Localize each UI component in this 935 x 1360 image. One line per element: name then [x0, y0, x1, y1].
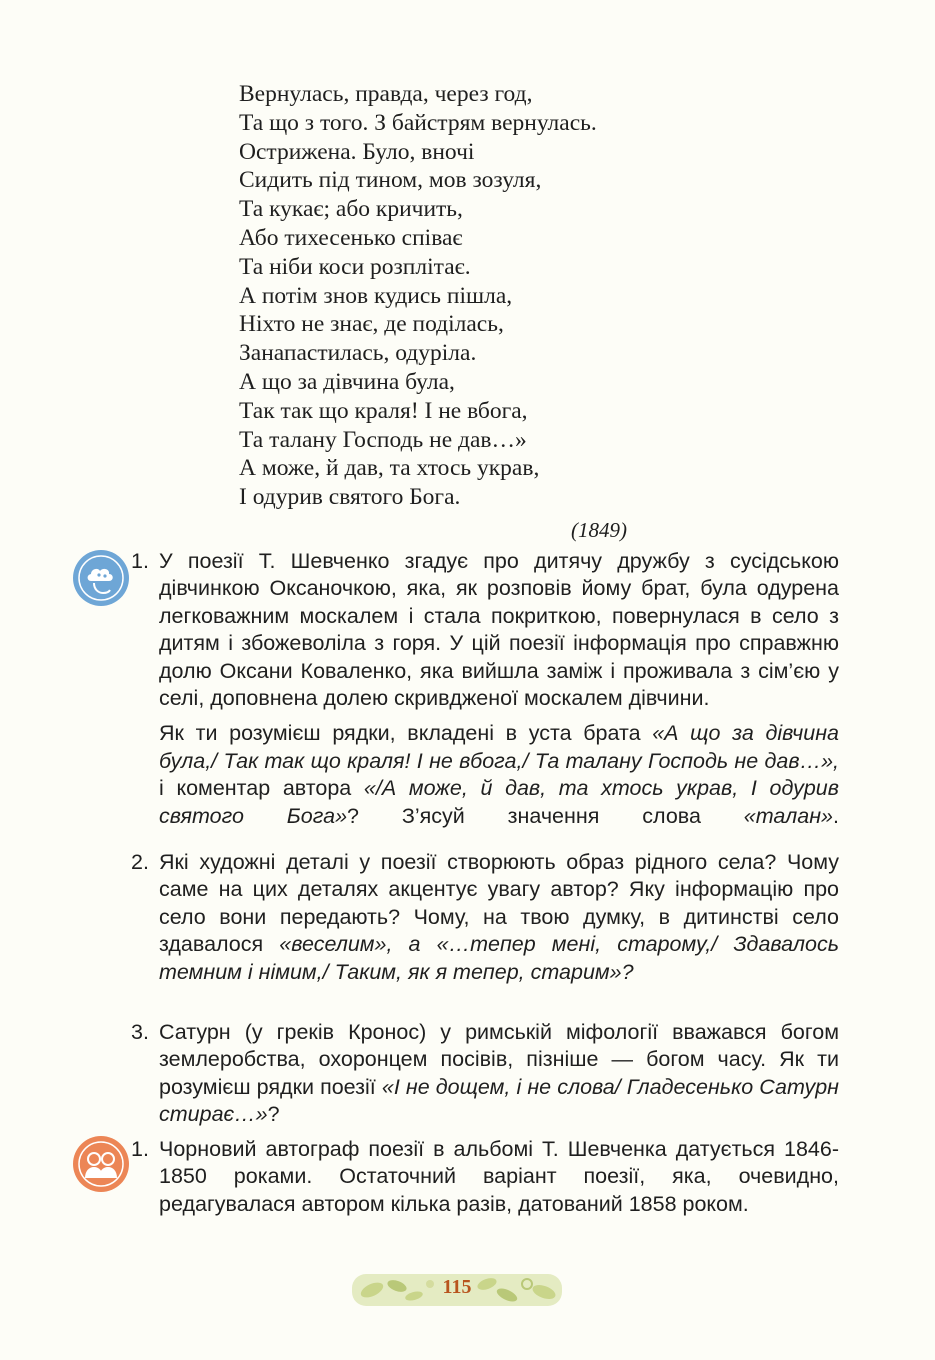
question-text: У поезії Т. Шевченко згадує про дитячу дружбу з сусідською дівчинкою Оксаночкою, яка, як розповів йому брат, була одурена легковажним москалем і стала покриткою, повернулася в село з дитям і збожеволіла з горя. У цій поезії інформація про справжню долю Оксани Коваленко, яка вийшла заміж і проживала з сім’єю у селі, доповнена долею скривдженої москалем дівчини. — [159, 549, 839, 711]
text-span: Які художні деталі у поезії створюють образ рідного села? Чому саме на цих деталях акцентує увагу автор? Яку інформацію про село вони передають? Чому, на твою думку, в дитинстві село здавалося — [159, 850, 839, 957]
poem-line: Ніхто не знає, де поділась, — [239, 311, 504, 338]
text-span: ? З’ясуй значення слова — [347, 803, 744, 828]
quote-span: «І не дощем, і не слова/ Гладесенько Сатурн стирає…» — [159, 1074, 839, 1127]
quote-span: «А що за дівчина була,/ Так так що краля! І не вбога,/ Та талану Господь не дав…», — [159, 721, 840, 773]
poem-line: Занапастилась, одуріла. — [239, 340, 477, 367]
poem-excerpt — [239, 80, 597, 512]
question-text — [159, 849, 839, 986]
poem-line: І одурив святого Бога. — [239, 484, 461, 511]
question-3 — [131, 1019, 839, 1129]
poem-line: А потім знов кудись пішла, — [239, 282, 513, 309]
poem-line: Сидить під тином, мов зозуля, — [239, 167, 542, 194]
question-1 — [131, 548, 840, 830]
poem-line: Острижена. Було, вночі — [239, 138, 475, 165]
question-number: 2. — [131, 850, 149, 874]
poem-line: Та що з того. З байстрям вернулась. — [239, 109, 597, 136]
poem-date: (1849) — [571, 518, 627, 542]
question-text: Чорновий автограф поезії в альбомі Т. Шевченка датується 1846-1850 роками. Остаточний варіант поезії, яка, очевидно, редагувалася автором кілька разів, датований 1858 роком. — [159, 1137, 839, 1216]
two-people-icon — [73, 1136, 129, 1192]
quote-span: «/А може, й дав, та хтось украв, І одурив святого Бога» — [159, 776, 839, 828]
text-span: і коментар автора — [159, 776, 364, 801]
cloud-head-icon — [73, 550, 129, 606]
poem-line: Та ніби коси розплітає. — [239, 253, 471, 280]
page-footer — [352, 1270, 562, 1310]
poem-line: А що за дівчина була, — [239, 368, 455, 395]
question-number: 1. — [131, 1137, 149, 1161]
quote-span: «веселим», а «…тепер мені, старому,/ Здавалось темним і німим,/ Таким, як я тепер, старим»? — [159, 932, 840, 984]
quote-span: «талан» — [743, 803, 833, 828]
question-number: 1. — [131, 549, 149, 573]
text-span: Як ти розумієш рядки, вкладені в уста брата — [159, 721, 653, 746]
question-number: 3. — [131, 1020, 149, 1044]
poem-line: Вернулась, правда, через год, — [239, 81, 533, 107]
poem-line: Та кукає; або кричить, — [239, 196, 463, 223]
poem-line: Так так що краля! І не вбога, — [239, 397, 528, 424]
page-number: 115 — [442, 1276, 472, 1298]
question-subtext — [159, 720, 839, 830]
poem-line: А може, й дав, та хтось украв, — [239, 455, 540, 482]
text-span: Сатурн (у греків Кронос) у римській міфології вважався богом землеробства, охоронцем посівів, пізніше — богом часу. Як ти розумієш рядки поезії — [159, 1020, 839, 1099]
poem-line: Або тихесенько співає — [239, 224, 463, 251]
poem-line: Та талану Господь не дав…» — [239, 426, 527, 453]
question-2 — [131, 849, 840, 986]
text-span: . — [833, 803, 839, 828]
text-span: ? — [267, 1102, 280, 1127]
discussion-question-1 — [131, 1136, 839, 1218]
question-text — [159, 1019, 839, 1129]
